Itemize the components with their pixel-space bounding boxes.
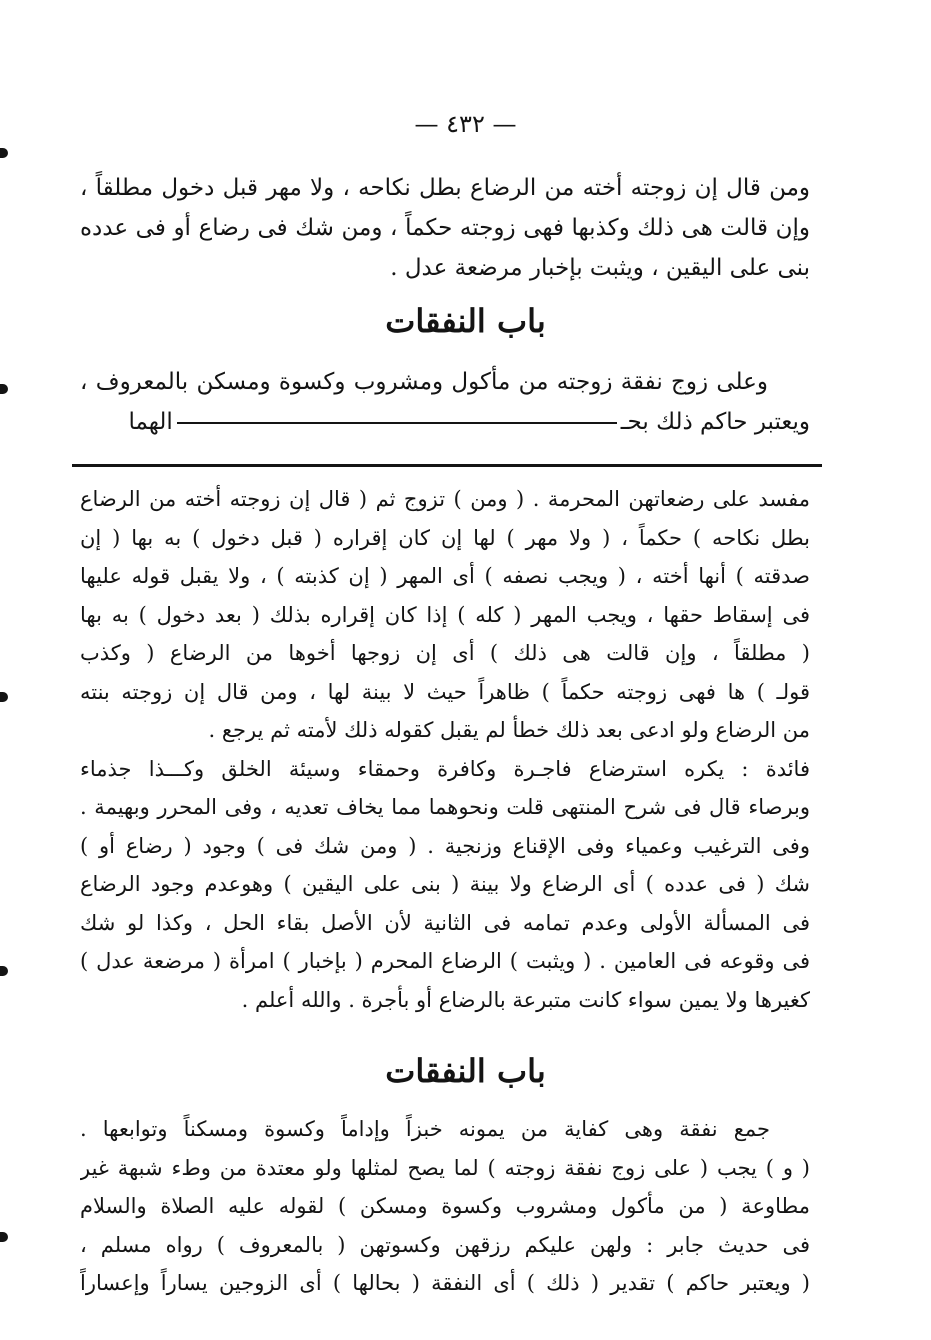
sharh-line: ( مطلقاً ، وإن قالت هى ذلك ) أى إن زوجها أخوها من الرضاع ( وكذب [80,641,810,665]
margin-mark [0,692,8,702]
sharh-line: من الرضاع ولو ادعى بعد ذلك خطأ لم يقبل كقوله ذلك لأمته ثم يرجع . [208,718,810,742]
sharh-line: شك ( فى عدده ) أى الرضاع ولا بينة ( بنى على اليقين ) وهوعدم وجود الرضاع [80,872,810,896]
sharh-line: فائدة : يكره استرضاع فاجـرة وكافرة وحمقاء وسيئة الخلق وكـــذا جذماء [80,756,810,781]
matn-text-block [80,168,810,288]
sharh-line: جمع نفقة وهى كفاية من يمونه خبزاً وإداماً وكسوة ومسكناً وتوابعها . [80,1117,770,1141]
trail-line [177,422,617,424]
matn-line-end: الهما [128,409,173,435]
sharh-line: فى حديث جابر : ولهن عليكم رزقهن وكسوتهن ( بالمعروف ) رواه مسلم ، [80,1232,810,1257]
matn-line-start: ويعتبر حاكم ذلك بحـ [620,409,810,435]
sharh-line: فى إسقاط حقها ، ويجب المهر ( كله ) إذا كان إقراره بذلك ( بعد دخول ) به بها [80,602,810,627]
matn-line-with-trail [80,402,810,442]
sharh-line: كغيرها ولا يمين سواء كانت متبرعة بالرضاع أو بأجرة . والله أعلم . [241,987,810,1012]
sharh-line: فى وقوعه فى العامين . ( ويثبت ) الرضاع المحرم ( بإخبار ) امرأة ( مرضعة عدل ) [80,949,810,973]
sharh-line: بطل نكاحه ) حكماً ، ( ولا مهر ) لها إن كان إقراره ( قبل دخول ) به بها ( إن [80,525,810,550]
margin-mark [0,148,8,158]
chapter-heading-2: باب النفقات [385,1052,546,1090]
sharh-line: مفسد على رضعاتهن المحرمة . ( ومن ) تزوج ثم ( قال إن زوجته أخته من الرضاع [80,487,810,511]
matn-line: وعلى زوج نفقة زوجته من مأكول ومشروب وكسوة ومسكن بالمعروف ، [80,369,768,395]
sharh-line: وبرصاء قال فى شرح المنتهى قلت ونحوهما مما يخاف تعديه ، وفى المحرر وبهيمة . [80,795,810,819]
chapter-heading: باب النفقات [385,302,546,340]
margin-mark [0,1232,8,1242]
matn-line: ومن قال إن زوجته أخته من الرضاع بطل نكاحه ، ولا مهر قبل دخول مطلقاً ، [80,175,810,201]
section-divider [72,464,822,467]
sharh-line: وفى الترغيب وعمياء وفى الإقناع وزنجية . ( ومن شك فى ) وجود ( رضاع أو ) [80,833,810,858]
sharh-line: صدقته ) أنها أخته ، ( ويجب نصفه ) أى المهر ( إن كذبته ) ، ولا يقبل قوله عليها [80,564,810,588]
matn-line: بنى على اليقين ، ويثبت بإخبار مرضعة عدل . [390,255,810,281]
sharh-text-block-2 [80,1110,810,1303]
matn-text-block-2 [80,362,810,442]
margin-mark [0,384,8,394]
page-number: — ٤٣٢ — [414,110,517,138]
sharh-line: ( و ) يجب ( على زوج نفقة زوجته ) لما يصح لمثلها ولو معتدة من وطء شبهة غير [80,1155,810,1180]
matn-line: وإن قالت هى ذلك وكذبها فهى زوجته حكماً ، ومن شك فى رضاع أو فى عدده [80,215,810,241]
sharh-line: فى المسألة الأولى وعدم تمامه فى الثانية لأن الأصل بقاء الحل ، وكذا لو شك [80,910,810,935]
sharh-line: قولـ ) ها فهى زوجته حكماً ) ظاهراً حيث لا بينة لها ، ومن قال إن زوجته بنته [80,679,810,704]
sharh-line: ( ويعتبر حاكم ) تقدير ( ذلك ) أى النفقة ( بحالها ) أى الزوجين يساراً وإعساراً [80,1271,810,1295]
sharh-line: مطاوعة ( من مأكول ومشروب وكسوة ومسكن ) لقوله عليه الصلاة والسلام [80,1194,810,1218]
sharh-text-block [80,480,810,1019]
margin-mark [0,966,8,976]
